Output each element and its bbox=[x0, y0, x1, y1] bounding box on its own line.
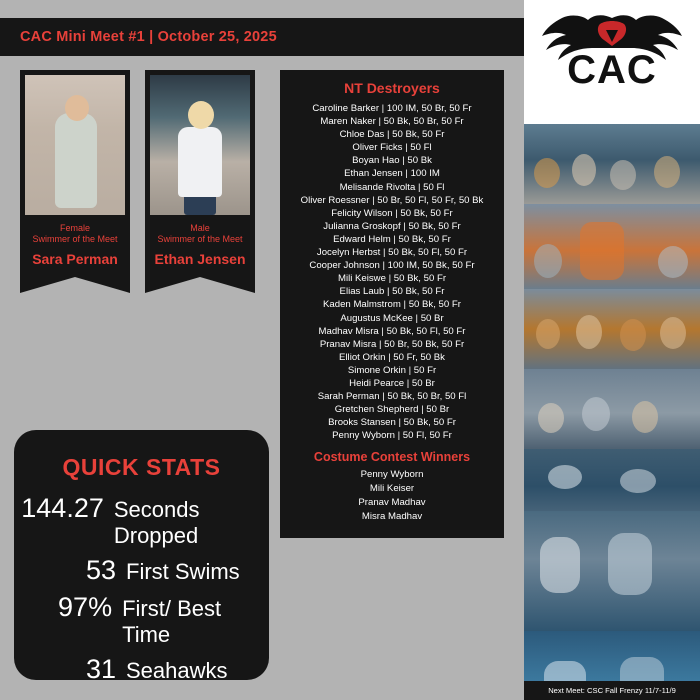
photo-strip bbox=[524, 124, 700, 700]
team-photo bbox=[524, 289, 700, 369]
result-entry: Brooks Stansen | 50 Bk, 50 Fr bbox=[328, 417, 456, 429]
team-photo bbox=[524, 124, 700, 204]
logo-text: CAC bbox=[567, 48, 657, 92]
result-entry: Maren Naker | 50 Bk, 50 Br, 50 Fr bbox=[320, 116, 464, 128]
team-photo bbox=[524, 369, 700, 449]
result-entry: Caroline Barker | 100 IM, 50 Br, 50 Fr bbox=[312, 103, 472, 114]
result-entry: Pranav Misra | 50 Br, 50 Bk, 50 Fr bbox=[319, 338, 465, 350]
quick-stats-rows bbox=[14, 493, 269, 685]
swimmer-photo-male bbox=[150, 75, 250, 215]
cac-logo bbox=[524, 0, 700, 124]
right-column bbox=[524, 0, 700, 700]
result-entry: Felicity Wilson | 50 Bk, 50 Fr bbox=[331, 207, 453, 219]
result-entry: Mili Keiswe | 50 Bk, 50 Fr bbox=[337, 273, 447, 285]
banner-tail-male bbox=[145, 277, 255, 293]
quick-stat-value: 53 bbox=[85, 555, 116, 585]
photo-figure bbox=[178, 127, 222, 197]
result-entry: Julianna Groskopf | 50 Bk, 50 Fr bbox=[323, 220, 461, 232]
costume-contest-title: Costume Contest Winners bbox=[313, 450, 471, 465]
swimmer-gender-female: Female bbox=[59, 223, 90, 233]
costume-winner: Pranav Madhav bbox=[358, 497, 426, 509]
results-panel bbox=[280, 70, 504, 538]
result-entry: Heidi Pearce | 50 Br bbox=[349, 377, 435, 389]
result-entry: Kaden Malmstrom | 50 Bk, 50 Fr bbox=[323, 299, 461, 311]
next-meet-banner: Next Meet: CSC Fall Frenzy 11/7-11/9 bbox=[524, 681, 700, 700]
banner-tail-female bbox=[20, 277, 130, 293]
result-entry: Edward Helm | 50 Bk, 50 Fr bbox=[333, 233, 451, 245]
pool-photo bbox=[524, 449, 700, 511]
quick-stat-value: 97% bbox=[58, 592, 113, 622]
swimmer-caption-female bbox=[20, 215, 130, 247]
swimmer-award-female: Swimmer of the Meet bbox=[32, 234, 118, 244]
result-entry: Cooper Johnson | 100 IM, 50 Bk, 50 Fr bbox=[309, 260, 475, 272]
swimmer-photo-female bbox=[25, 75, 125, 215]
result-entry: Ethan Jensen | 100 IM bbox=[344, 168, 440, 180]
quick-stat-label: First/ Best Time bbox=[122, 596, 222, 647]
result-entry: Oliver Ficks | 50 Fl bbox=[352, 142, 432, 154]
result-entry: Jocelyn Herbst | 50 Bk, 50 Fl, 50 Fr bbox=[316, 247, 468, 259]
quick-stat-row bbox=[14, 654, 269, 685]
swimmer-award-male: Swimmer of the Meet bbox=[157, 234, 243, 244]
quick-stats-card bbox=[14, 430, 269, 684]
costume-winner: Penny Wyborn bbox=[360, 469, 424, 481]
swimmer-name-female: Sara Perman bbox=[32, 251, 118, 267]
header-bar bbox=[0, 18, 524, 56]
quick-stat-value: 31 bbox=[85, 654, 116, 684]
result-entry: Gretchen Shepherd | 50 Br bbox=[334, 404, 450, 416]
costume-winner: Misra Madhav bbox=[361, 511, 423, 523]
quick-stat-label: First Swims bbox=[126, 559, 240, 584]
swimmer-gender-male: Male bbox=[190, 223, 210, 233]
page-title: CAC Mini Meet #1 | October 25, 2025 bbox=[20, 29, 277, 45]
result-entry: Boyan Hao | 50 Bk bbox=[352, 155, 432, 167]
swimmer-name-male: Ethan Jensen bbox=[154, 251, 246, 267]
result-entry: Oliver Roessner | 50 Br, 50 Fl, 50 Fr, 50 Bk bbox=[300, 194, 484, 206]
swimmer-of-meet-female bbox=[20, 70, 130, 277]
photo-figure-head bbox=[188, 101, 214, 129]
result-entry: Chloe Das | 50 Bk, 50 Fr bbox=[339, 129, 445, 141]
result-entry: Elias Laub | 50 Bk, 50 Fr bbox=[339, 286, 445, 298]
photo-figure-head bbox=[65, 95, 89, 121]
photo-figure bbox=[55, 113, 97, 208]
result-entry: Simone Orkin | 50 Fr bbox=[347, 364, 437, 376]
quick-stats-title: QUICK STATS bbox=[62, 454, 221, 480]
quick-stat-row bbox=[14, 555, 269, 586]
quick-stat-value: 144.27 bbox=[21, 493, 104, 523]
costume-winner: Mili Keiser bbox=[369, 483, 415, 495]
swimmer-caption-male bbox=[145, 215, 255, 247]
team-photo bbox=[524, 204, 700, 289]
result-entry: Melisande Rivolta | 50 Fl bbox=[339, 181, 445, 193]
result-entry: Sarah Perman | 50 Bk, 50 Br, 50 Fl bbox=[317, 391, 467, 403]
quick-stat-row bbox=[14, 493, 269, 549]
result-entry: Penny Wyborn | 50 Fl, 50 Fr bbox=[332, 430, 452, 442]
quick-stat-row bbox=[14, 592, 269, 648]
result-entry: Madhav Misra | 50 Bk, 50 Fl, 50 Fr bbox=[318, 325, 466, 337]
results-title: NT Destroyers bbox=[344, 80, 440, 96]
quick-stat-label: Seahawks bbox=[126, 658, 228, 683]
quick-stat-label: Seconds Dropped bbox=[113, 497, 200, 548]
costume-winners-list bbox=[286, 468, 498, 524]
pool-photo bbox=[524, 511, 700, 631]
result-entry: Augustus McKee | 50 Br bbox=[340, 312, 444, 324]
swimmer-of-meet-male bbox=[145, 70, 255, 277]
result-entry: Elliot Orkin | 50 Fr, 50 Bk bbox=[339, 351, 445, 363]
results-list bbox=[286, 102, 498, 442]
